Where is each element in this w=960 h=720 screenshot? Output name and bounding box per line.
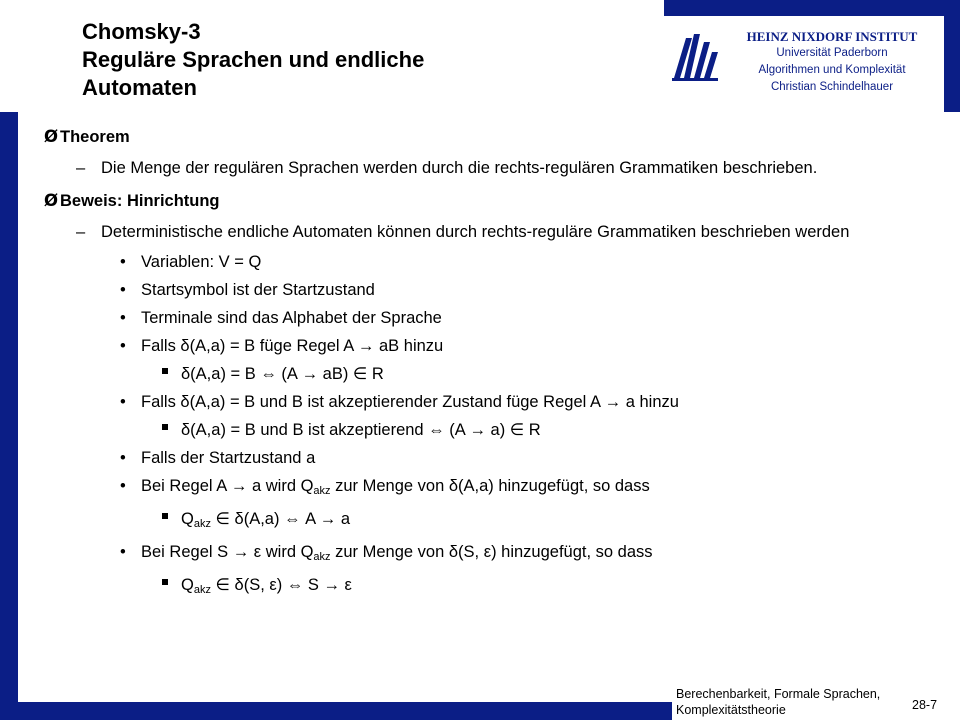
item-start: [44, 279, 944, 301]
square-bullet-icon: [162, 579, 168, 585]
title-line-1: Chomsky-3: [82, 19, 201, 44]
item-rule1: [44, 335, 944, 357]
item-start-text: Startsymbol ist der Startzustand: [141, 281, 375, 299]
theorem-heading-text: Theorem: [60, 128, 130, 146]
item-start-case-text: Falls der Startzustand a: [141, 449, 316, 467]
page-number: 28-7: [912, 698, 938, 712]
item-rule4-sub-subscript: akz: [193, 584, 211, 596]
title-line-2: Reguläre Sprachen und endliche: [82, 47, 425, 72]
item-rule1-text: Falls δ(A,a) = B füge Regel A → aB hinzu: [141, 337, 444, 355]
footer-course: [676, 686, 880, 718]
arrow-bullet-icon: Ø: [44, 191, 59, 210]
square-bullet-icon: [162, 424, 168, 430]
slide-title: [82, 18, 642, 102]
slide-content: [44, 127, 944, 607]
item-rule4-subscript: akz: [313, 551, 331, 563]
dot-bullet-icon: •: [120, 253, 126, 271]
item-rule4-sub: [44, 574, 944, 601]
proof-heading-text: Beweis: Hinrichtung: [60, 192, 220, 210]
title-line-3: Automaten: [82, 75, 197, 100]
group-name: Algorithmen und Komplexität: [758, 64, 906, 76]
theorem-text-body: Die Menge der regulären Sprachen werden durch die rechts-regulären Grammatiken beschrieben.: [101, 159, 818, 177]
item-terminals-text: Terminale sind das Alphabet der Sprache: [141, 309, 442, 327]
theorem-text: [44, 157, 944, 179]
dash-bullet-icon: –: [76, 223, 86, 241]
left-frame-bar: [0, 112, 18, 720]
dot-bullet-icon: •: [120, 309, 126, 327]
top-left-blank: [0, 0, 60, 112]
proof-text-body: Deterministische endliche Automaten können durch rechts-reguläre Grammatiken beschrieben werden: [101, 223, 850, 241]
item-rule1-sub: [44, 363, 944, 385]
arrow-bullet-icon: Ø: [44, 127, 59, 146]
item-rule4-sub-text-b: ∈ δ(S, ε) ⇔ S → ε: [210, 576, 352, 594]
dot-bullet-icon: •: [120, 281, 126, 299]
institute-info: [722, 28, 942, 96]
item-rule4-sub-text-a: Q: [181, 576, 194, 594]
item-rule3-sub-subscript: akz: [193, 518, 211, 530]
dot-bullet-icon: •: [120, 337, 126, 355]
item-rule4: [44, 541, 944, 568]
item-rule2-text: Falls δ(A,a) = B und B ist akzeptierender Zustand füge Regel A → a hinzu: [141, 393, 679, 411]
item-rule3-text-a: Bei Regel A → a wird Q: [141, 477, 314, 495]
institute-name: HEINZ NIXDORF INSTITUT: [746, 29, 918, 44]
item-variables-text: Variablen: V = Q: [141, 253, 262, 271]
institute-logo-icon: [670, 28, 720, 84]
item-rule4-text-b: zur Menge von δ(S, ε) hinzugefügt, so dass: [330, 543, 653, 561]
item-rule2-sub: [44, 419, 944, 441]
university-name: Universität Paderborn: [776, 47, 888, 59]
item-rule3: [44, 475, 944, 502]
dot-bullet-icon: •: [120, 449, 126, 467]
dot-bullet-icon: •: [120, 543, 126, 561]
footer-line-1: Berechenbarkeit, Formale Sprachen,: [676, 687, 881, 701]
item-variables: [44, 251, 944, 273]
item-rule2: [44, 391, 944, 413]
item-rule3-subscript: akz: [313, 485, 331, 497]
item-rule2-sub-text: δ(A,a) = B und B ist akzeptierend ⇔ (A → a) ∈ R: [181, 421, 541, 439]
item-rule3-sub: [44, 508, 944, 535]
square-bullet-icon: [162, 513, 168, 519]
item-rule1-sub-text: δ(A,a) = B ⇔ (A → aB) ∈ R: [181, 365, 384, 383]
square-bullet-icon: [162, 368, 168, 374]
item-rule3-text-b: zur Menge von δ(A,a) hinzugefügt, so dass: [330, 477, 650, 495]
author-name: Christian Schindelhauer: [770, 81, 894, 93]
theorem-heading: [44, 127, 944, 147]
dot-bullet-icon: •: [120, 393, 126, 411]
dot-bullet-icon: •: [120, 477, 126, 495]
item-rule3-sub-text-a: Q: [181, 510, 194, 528]
item-rule4-text-a: Bei Regel S → ε wird Q: [141, 543, 314, 561]
footer-line-2: Komplexitätstheorie: [676, 703, 786, 717]
item-start-case: [44, 447, 944, 469]
proof-text: [44, 221, 944, 243]
item-terminals: [44, 307, 944, 329]
item-rule3-sub-text-b: ∈ δ(A,a) ⇔ A → a: [210, 510, 351, 528]
dash-bullet-icon: –: [76, 159, 86, 177]
proof-heading: [44, 191, 944, 211]
